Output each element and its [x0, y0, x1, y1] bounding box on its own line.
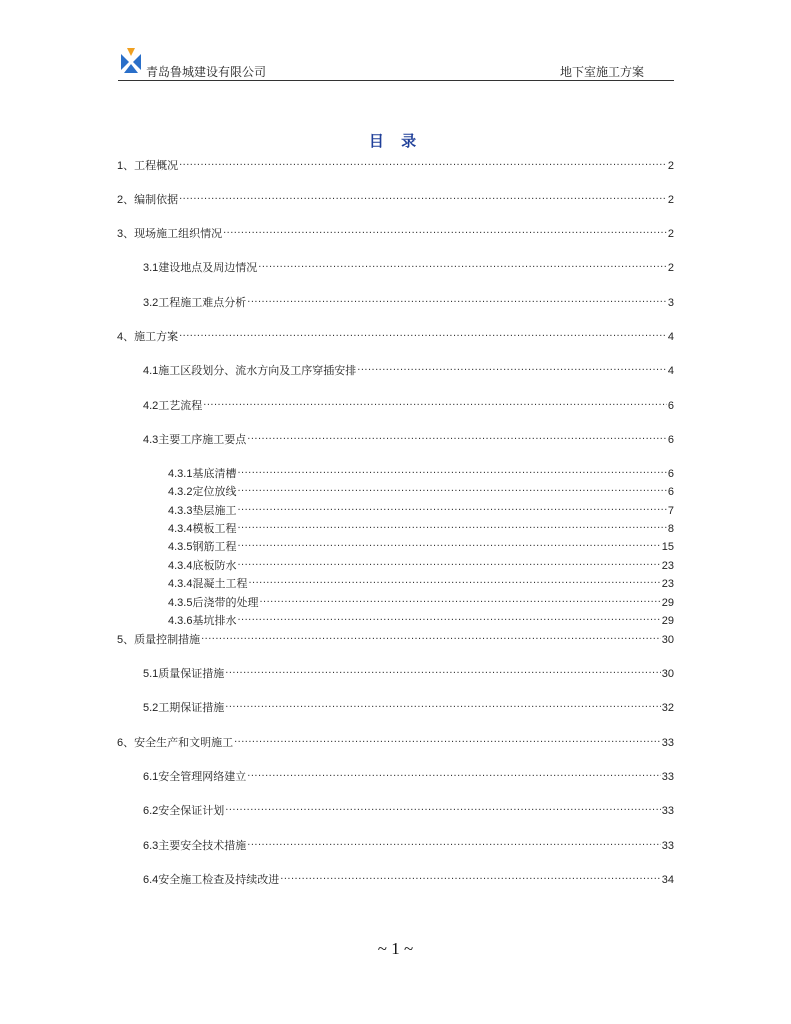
company-name: 青岛鲁城建设有限公司: [146, 65, 267, 79]
toc-entry[interactable]: [117, 155, 674, 172]
toc-entry-label: 主要工序施工要点: [158, 433, 247, 446]
toc-entry-page: 7: [667, 505, 674, 517]
toc-entry[interactable]: [143, 697, 674, 714]
toc-leader-dots: [258, 257, 667, 271]
toc-entry-label: 安全施工检查及持续改进: [158, 873, 280, 886]
toc-entry[interactable]: [117, 732, 674, 749]
toc-entry-label: 编制依据: [134, 193, 179, 206]
toc-entry-label: 质量控制措施: [134, 633, 201, 646]
toc-entry-label: 底板防水: [192, 559, 237, 572]
toc-leader-dots: [247, 292, 667, 306]
toc-entry-page: 6: [667, 486, 674, 498]
toc-entry-label: 基坑排水: [192, 614, 237, 627]
toc-entry[interactable]: [168, 463, 674, 480]
toc-entry[interactable]: [143, 663, 674, 680]
toc-entry[interactable]: [168, 555, 674, 572]
toc-entry-page: 3: [667, 297, 674, 309]
toc-entry[interactable]: [117, 326, 674, 343]
toc-entry-number: 6、: [117, 737, 135, 749]
toc-entry-page: 2: [667, 262, 674, 274]
toc-entry-page: 23: [661, 578, 674, 590]
toc-entry-label: 施工方案: [134, 330, 179, 343]
toc-entry-number: 4.3.3: [168, 505, 193, 517]
toc-entry-number: 4.3: [143, 434, 159, 446]
toc-entry-label: 工期保证措施: [158, 701, 225, 714]
page-header: [118, 46, 674, 80]
toc-entry-number: 6.2: [143, 805, 159, 817]
toc-entry-page: 15: [661, 541, 674, 553]
toc-entry-label: 现场施工组织情况: [134, 227, 223, 240]
toc-entry[interactable]: [168, 573, 674, 590]
toc-entry-number: 5.1: [143, 668, 159, 680]
toc-entry-page: 33: [661, 805, 674, 817]
toc-entry-page: 4: [667, 365, 674, 377]
toc-entry-label: 安全生产和文明施工: [134, 736, 234, 749]
toc-entry-page: 34: [661, 874, 674, 886]
toc-leader-dots: [201, 629, 661, 643]
toc-entry-page: 30: [661, 668, 674, 680]
toc-entry[interactable]: [117, 629, 674, 646]
toc-entry-page: 6: [667, 434, 674, 446]
toc-entry-label: 混凝土工程: [192, 577, 248, 590]
toc-entry-label: 钢筋工程: [192, 540, 237, 553]
toc-entry-label: 安全管理网络建立: [158, 770, 247, 783]
toc-leader-dots: [179, 326, 667, 340]
toc-entry-page: 2: [667, 160, 674, 172]
toc-entry-page: 4: [667, 331, 674, 343]
toc-entry-number: 4.1: [143, 365, 159, 377]
page-number: ~ 1 ~: [377, 939, 414, 958]
toc-entry-label: 工程概况: [134, 159, 179, 172]
toc-entry[interactable]: [143, 869, 674, 886]
toc-leader-dots: [223, 223, 667, 237]
header-divider: [118, 80, 674, 81]
toc-leader-dots: [203, 395, 667, 409]
toc-entry-number: 3.2: [143, 297, 159, 309]
toc-entry-number: 4.2: [143, 400, 159, 412]
toc-entry-label: 定位放线: [192, 485, 237, 498]
toc-entry-label: 安全保证计划: [158, 804, 225, 817]
toc-entry-number: 4.3.6: [168, 615, 193, 627]
toc-entry[interactable]: [143, 257, 674, 274]
toc-entry-number: 3.1: [143, 262, 159, 274]
toc-leader-dots: [179, 189, 667, 203]
toc-leader-dots: [247, 429, 667, 443]
toc-entry-page: 6: [667, 468, 674, 480]
toc-entry-number: 5.2: [143, 702, 159, 714]
toc-leader-dots: [237, 518, 666, 532]
toc-entry-label: 质量保证措施: [158, 667, 225, 680]
toc-leader-dots: [357, 360, 667, 374]
toc-entry[interactable]: [168, 518, 674, 535]
toc-leader-dots: [237, 500, 666, 514]
toc-entry[interactable]: [143, 800, 674, 817]
toc-entry[interactable]: [143, 292, 674, 309]
toc-entry-number: 4.3.5: [168, 597, 193, 609]
toc-leader-dots: [234, 732, 661, 746]
toc-leader-dots: [247, 835, 660, 849]
toc-leader-dots: [225, 800, 660, 814]
toc-entry-label: 基底清槽: [192, 467, 237, 480]
toc-entry-page: 30: [661, 634, 674, 646]
toc-entry-page: 29: [661, 597, 674, 609]
toc-leader-dots: [280, 869, 660, 883]
toc-entry-number: 5、: [117, 634, 135, 646]
toc-entry-number: 4.3.4: [168, 523, 193, 535]
toc-entry-number: 6.3: [143, 840, 159, 852]
toc-entry-number: 4、: [117, 331, 135, 343]
toc-entry[interactable]: [117, 223, 674, 240]
toc-entry-number: 4.3.5: [168, 541, 193, 553]
toc-entry[interactable]: [168, 500, 674, 517]
toc-entry-number: 4.3.1: [168, 468, 193, 480]
toc-entry-label: 工程施工难点分析: [158, 296, 247, 309]
toc-entry[interactable]: [143, 429, 674, 446]
toc-leader-dots: [237, 481, 666, 495]
toc-entry[interactable]: [143, 835, 674, 852]
toc-entry[interactable]: [168, 610, 674, 627]
toc-entry-label: 后浇带的处理: [192, 596, 259, 609]
toc-entry[interactable]: [168, 536, 674, 553]
toc-leader-dots: [248, 573, 660, 587]
toc-entry[interactable]: [143, 395, 674, 412]
toc-entry-label: 建设地点及周边情况: [158, 261, 258, 274]
toc-leader-dots: [237, 610, 660, 624]
toc-leader-dots: [237, 536, 660, 550]
toc-entry-page: 32: [661, 702, 674, 714]
toc-entry-page: 6: [667, 400, 674, 412]
toc-entry-label: 垫层施工: [192, 504, 237, 517]
toc-entry-number: 2、: [117, 194, 135, 206]
toc-leader-dots: [247, 766, 660, 780]
toc-entry-number: 4.3.2: [168, 486, 193, 498]
toc-leader-dots: [225, 663, 660, 677]
toc-entry-page: 33: [661, 737, 674, 749]
toc-entry-page: 29: [661, 615, 674, 627]
toc-entry-page: 33: [661, 840, 674, 852]
toc-entry-page: 8: [667, 523, 674, 535]
toc-entry-label: 模板工程: [192, 522, 237, 535]
document-title: 地下室施工方案: [559, 65, 644, 79]
toc-entry-page: 2: [667, 194, 674, 206]
toc-leader-dots: [179, 155, 667, 169]
toc-entry-page: 2: [667, 228, 674, 240]
toc-leader-dots: [237, 463, 666, 477]
toc-entry[interactable]: [168, 481, 674, 498]
toc-leader-dots: [225, 697, 660, 711]
toc-entry-number: 3、: [117, 228, 135, 240]
toc-leader-dots: [237, 555, 660, 569]
toc-entry[interactable]: [168, 592, 674, 609]
toc-entry-label: 施工区段划分、流水方向及工序穿插安排: [158, 364, 357, 377]
company-logo-icon: [118, 46, 144, 76]
toc-entry-number: 4.3.4: [168, 560, 193, 572]
toc-entry-label: 主要安全技术措施: [158, 839, 247, 852]
toc-leader-dots: [259, 592, 660, 606]
toc-entry-page: 33: [661, 771, 674, 783]
toc-entry-number: 6.4: [143, 874, 159, 886]
toc-entry-label: 工艺流程: [158, 399, 203, 412]
toc-entry[interactable]: [143, 360, 674, 377]
toc-entry[interactable]: [143, 766, 674, 783]
toc-entry[interactable]: [117, 189, 674, 206]
toc-title: 目 录: [368, 132, 423, 150]
toc-entry-number: 1、: [117, 160, 135, 172]
toc-entry-number: 4.3.4: [168, 578, 193, 590]
toc-entry-number: 6.1: [143, 771, 159, 783]
toc-entry-page: 23: [661, 560, 674, 572]
